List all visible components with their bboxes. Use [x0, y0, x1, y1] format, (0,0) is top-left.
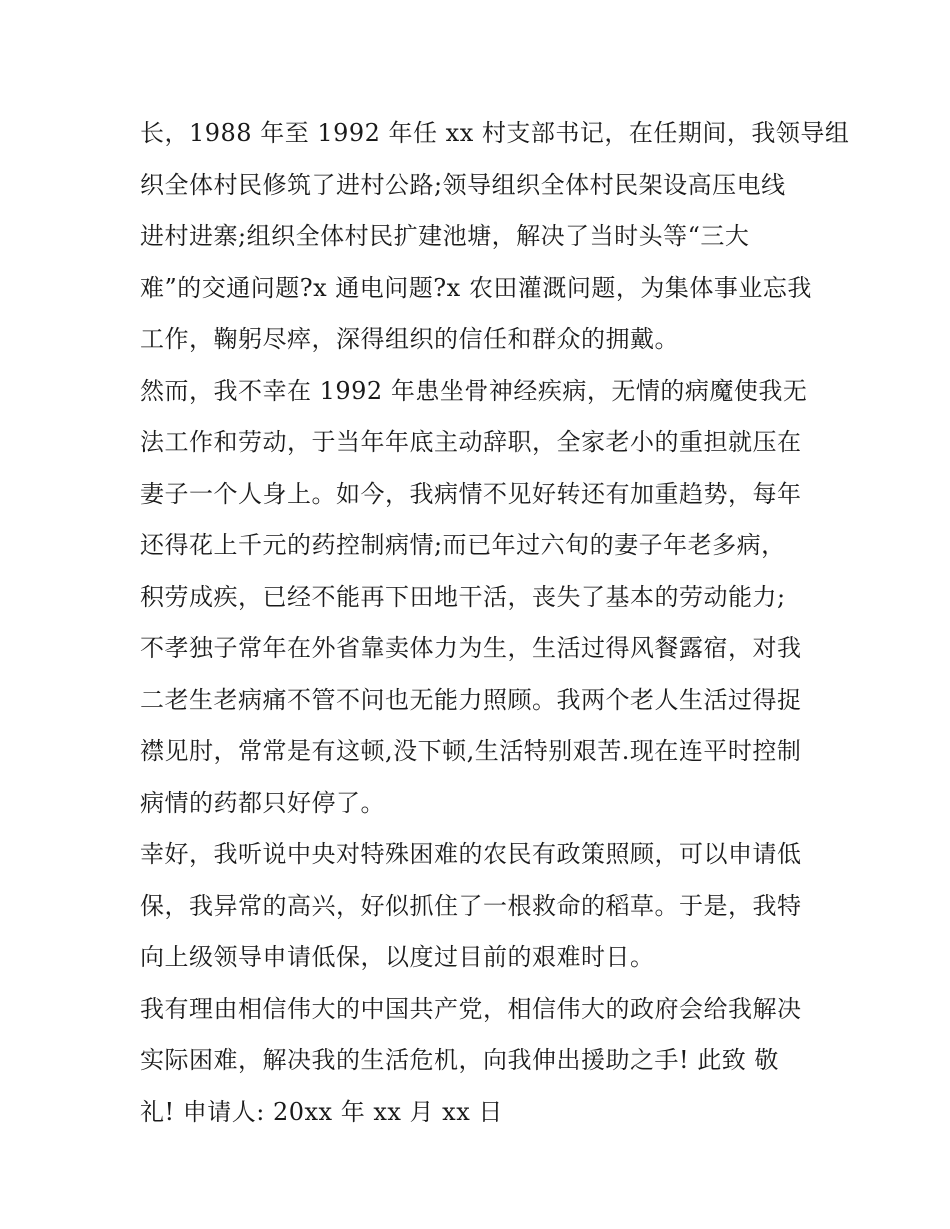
text-line: 二老生老病痛不管不问也无能力照顾。我两个老人生活过得捉 [140, 685, 802, 714]
text-line: 进村进寨;组织全体村民扩建池塘，解决了当时头等“三大 [140, 222, 750, 250]
text-line: 襟见肘，常常是有这顿,没下顿,生活特别艰苦.现在连平时控制 [140, 737, 802, 765]
text-line: 妻子一个人身上。如今，我病情不见好转还有加重趋势，每年 [140, 479, 802, 508]
text-line: 织全体村民修筑了进村公路;领导组织全体村民架设高压电线 [140, 170, 786, 199]
document-body [140, 108, 850, 1138]
text-line: 积劳成疾，已经不能再下田地干活，丧失了基本的劳动能力; [140, 582, 786, 611]
text-line: 病情的药都只好停了。 [140, 788, 385, 817]
text-line: 保，我异常的高兴，好似抓住了一根救命的稻草。于是，我特 [140, 891, 802, 920]
text-line: 难”的交通问题?x 通电问题?x 农田灌溉问题，为集体事业忘我 [140, 273, 812, 302]
text-line: 礼! 申请人: 20xx 年 xx 月 xx 日 [140, 1097, 503, 1126]
text-line: 然而，我不幸在 1992 年患坐骨神经疾病，无情的病魔使我无 [140, 376, 808, 405]
text-line: 还得花上千元的药控制病情;而已年过六旬的妻子年老多病， [140, 531, 786, 559]
text-line: 不孝独子常年在外省靠卖体力为生，生活过得风餐露宿，对我 [140, 634, 802, 662]
text-line: 实际困难，解决我的生活危机，向我伸出援助之手! 此致 敬 [140, 1046, 779, 1074]
text-line: 工作，鞠躬尽瘁，深得组织的信任和群众的拥戴。 [140, 325, 679, 353]
text-line: 幸好，我听说中央对特殊困难的农民有政策照顾，可以申请低 [140, 840, 802, 868]
text-line: 法工作和劳动，于当年年底主动辞职，全家老小的重担就压在 [140, 428, 802, 456]
text-line: 向上级领导申请低保，以度过目前的艰难时日。 [140, 943, 655, 971]
text-line: 我有理由相信伟大的中国共产党，相信伟大的政府会给我解决 [140, 994, 802, 1023]
text-line: 长，1988 年至 1992 年任 xx 村支部书记，在任期间，我领导组 [140, 119, 850, 147]
